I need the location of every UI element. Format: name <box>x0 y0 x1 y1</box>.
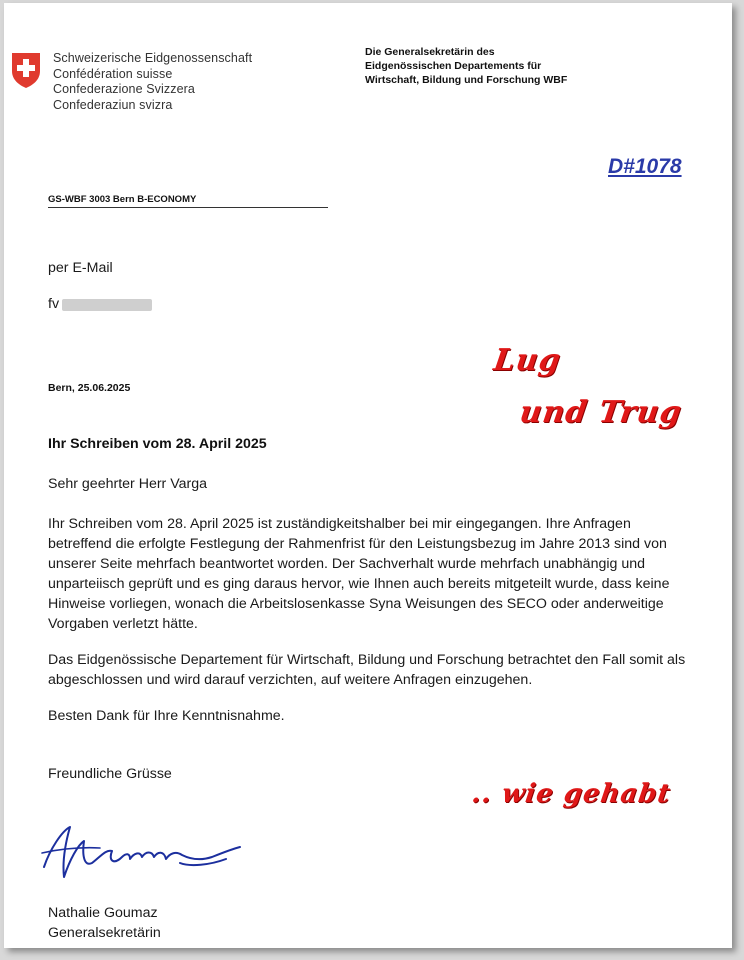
paragraph-line: Ihr Schreiben vom 28. April 2025 ist zuständigkeitshalber bei mir eingegangen. Ihre Anfragen <box>48 516 631 532</box>
paragraph-line: abgeschlossen und wird darauf verzichten, auf weitere Anfragen einzugehen. <box>48 672 533 688</box>
swiss-crest-icon <box>10 51 42 89</box>
federation-name-fr: Confédération suisse <box>53 66 173 81</box>
paragraph-line: unparteiisch geprüft und es ging daraus hervor, wie Ihnen auch bereits mitgeteilt wurde, dass keine <box>48 576 670 592</box>
letter-page <box>4 3 732 948</box>
annotation-wie-gehabt: .. wie gehabt <box>469 779 673 809</box>
federation-name-de: Schweizerische Eidgenossenschaft <box>53 51 253 65</box>
document-number: D#1078 <box>608 155 682 178</box>
redacted-email-block <box>62 299 152 311</box>
signatory-title: Generalsekretärin <box>48 925 161 941</box>
salutation: Sehr geehrter Herr Varga <box>48 476 208 492</box>
department-line: Die Generalsekretärin des <box>365 46 495 58</box>
paragraph-line: betreffend die erfolgte Festlegung der Rahmenfrist für den Leistungsbezug im Jahre 2013 sind von <box>48 536 667 552</box>
sender-line: GS-WBF 3003 Bern B-ECONOMY <box>48 194 328 208</box>
annotation-und-trug: und Trug <box>517 395 685 430</box>
department-line: Eidgenössischen Departements für <box>365 60 542 72</box>
department-header <box>365 45 567 87</box>
date-line: Bern, 25.06.2025 <box>48 382 131 394</box>
annotation-lug: Lug <box>491 343 564 378</box>
thanks-line: Besten Dank für Ihre Kenntnisnahme. <box>48 708 285 724</box>
signature <box>40 819 250 889</box>
paragraph-2 <box>48 650 728 690</box>
letter-subject: Ihr Schreiben vom 28. April 2025 <box>48 436 267 452</box>
federation-name-it: Confederazione Svizzera <box>53 82 195 96</box>
federation-names <box>53 51 252 113</box>
signatory-name: Nathalie Goumaz <box>48 905 158 921</box>
paragraph-line: unserer Seite mehrfach beantwortet worden. Der Sachverhalt wurde mehrfach unabhängig und <box>48 556 646 572</box>
delivery-method: per E-Mail <box>48 260 113 276</box>
department-line: Wirtschaft, Bildung und Forschung WBF <box>365 74 568 86</box>
paragraph-line: Hinweise vorliegen, wonach die Arbeitslosenkasse Syna Weisungen des SECO oder anderweitige <box>48 596 664 612</box>
paragraph-1 <box>48 514 728 634</box>
federation-name-rm: Confederaziun svizra <box>53 97 173 112</box>
paragraph-line: Das Eidgenössische Departement für Wirtschaft, Bildung und Forschung betrachtet den Fall somit als <box>48 652 686 668</box>
closing-line: Freundliche Grüsse <box>48 766 172 782</box>
recipient-email-prefix: fv <box>48 296 60 312</box>
paragraph-line: Vorgaben verletzt hätte. <box>48 616 198 632</box>
